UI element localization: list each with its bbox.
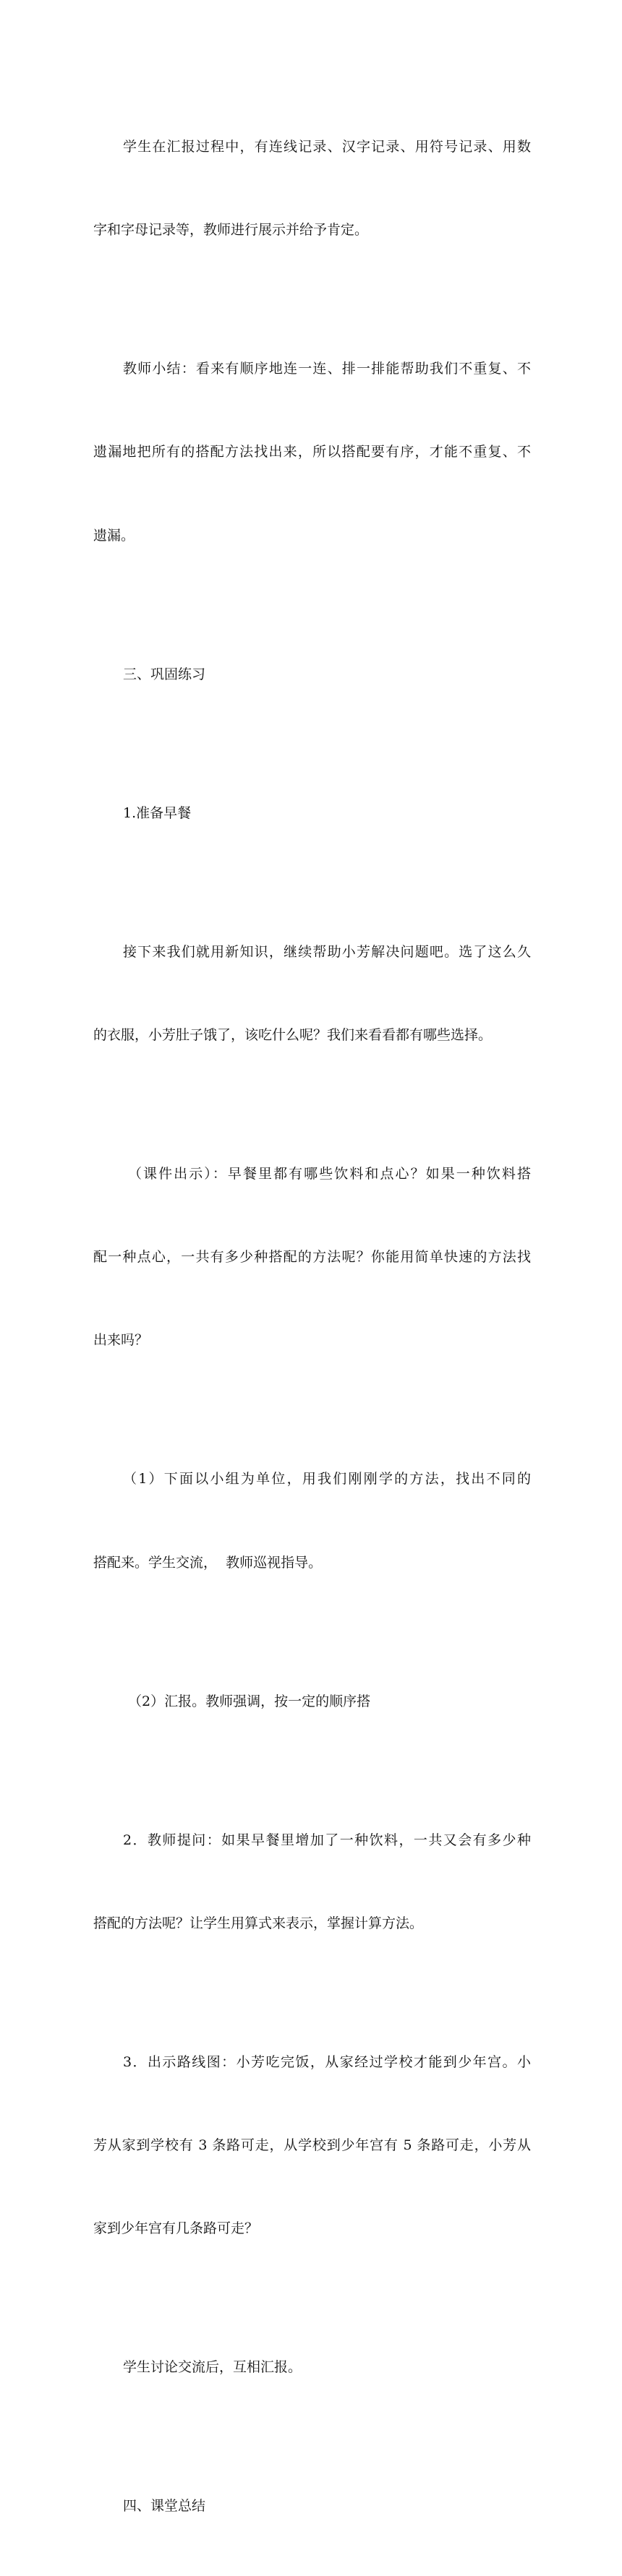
text-line: 2．教师提问：如果早餐里增加了一种饮料，一共又会有多少种	[123, 1832, 531, 1848]
text-line: 芳从家到学校有 3 条路可走，从学校到少年宫有 5 条路可走，小芳从	[93, 2137, 531, 2154]
text-line: 搭配的方法呢？让学生用算式来表示，掌握计算方法。	[93, 1915, 424, 1931]
text-line: 出来吗？	[93, 1332, 149, 1349]
text-line: 配一种点心，一共有多少种搭配的方法呢？你能用简单快速的方法找	[93, 1249, 531, 1266]
text-line: （1）下面以小组为单位，用我们刚刚学的方法，找出不同的	[123, 1471, 531, 1487]
paragraph-teacher-summary	[93, 299, 531, 604]
paragraph-route-map	[93, 1993, 531, 2298]
paragraph-student-report	[93, 77, 531, 299]
paragraph-courseware	[93, 1104, 531, 1409]
text-line: 学生在汇报过程中，有连线记录、汉字记录、用符号记录、用数	[123, 138, 531, 155]
text-line: 搭配来。学生交流， 教师巡视指导。	[93, 1554, 323, 1571]
text-line: 家到少年宫有几条路可走？	[93, 2220, 259, 2237]
text-line: 1.准备早餐	[123, 804, 192, 821]
subheading-breakfast	[93, 744, 531, 883]
text-line: 遗漏。	[93, 527, 135, 544]
paragraph-group-work	[93, 1410, 531, 1632]
text-line: 字和字母记录等，教师进行展示并给予肯定。	[93, 222, 369, 239]
text-line: 学生讨论交流后，互相汇报。	[123, 2359, 302, 2376]
text-line: 四、课堂总结	[123, 2498, 206, 2515]
text-line: 教师小结：看来有顺序地连一连、排一排能帮助我们不重复、不	[123, 361, 531, 377]
text-line: 的衣服，小芳肚子饿了，该吃什么呢？我们来看看都有哪些选择。	[93, 1026, 493, 1043]
document-body	[93, 77, 531, 2576]
paragraph-report	[93, 1632, 531, 1771]
text-line: 遗漏地把所有的搭配方法找出来，所以搭配要有序，才能不重复、不	[93, 444, 531, 460]
paragraph-new-knowledge	[93, 883, 531, 1104]
text-line: （课件出示）：早餐里都有哪些饮料和点心？如果一种饮料搭	[128, 1165, 531, 1182]
paragraph-teacher-question	[93, 1771, 531, 1993]
text-line: 三、巩固练习	[123, 666, 206, 682]
paragraph-discussion	[93, 2298, 531, 2437]
text-line: 3．出示路线图：小芳吃完饭，从家经过学校才能到少年宫。小	[123, 2053, 531, 2070]
text-line: 接下来我们就用新知识，继续帮助小芳解决问题吧。选了这么久	[123, 943, 531, 960]
section-heading-summary	[93, 2437, 531, 2576]
section-heading-practice	[93, 605, 531, 744]
text-line: （2）汇报。教师强调，按一定的顺序搭	[128, 1693, 371, 1709]
